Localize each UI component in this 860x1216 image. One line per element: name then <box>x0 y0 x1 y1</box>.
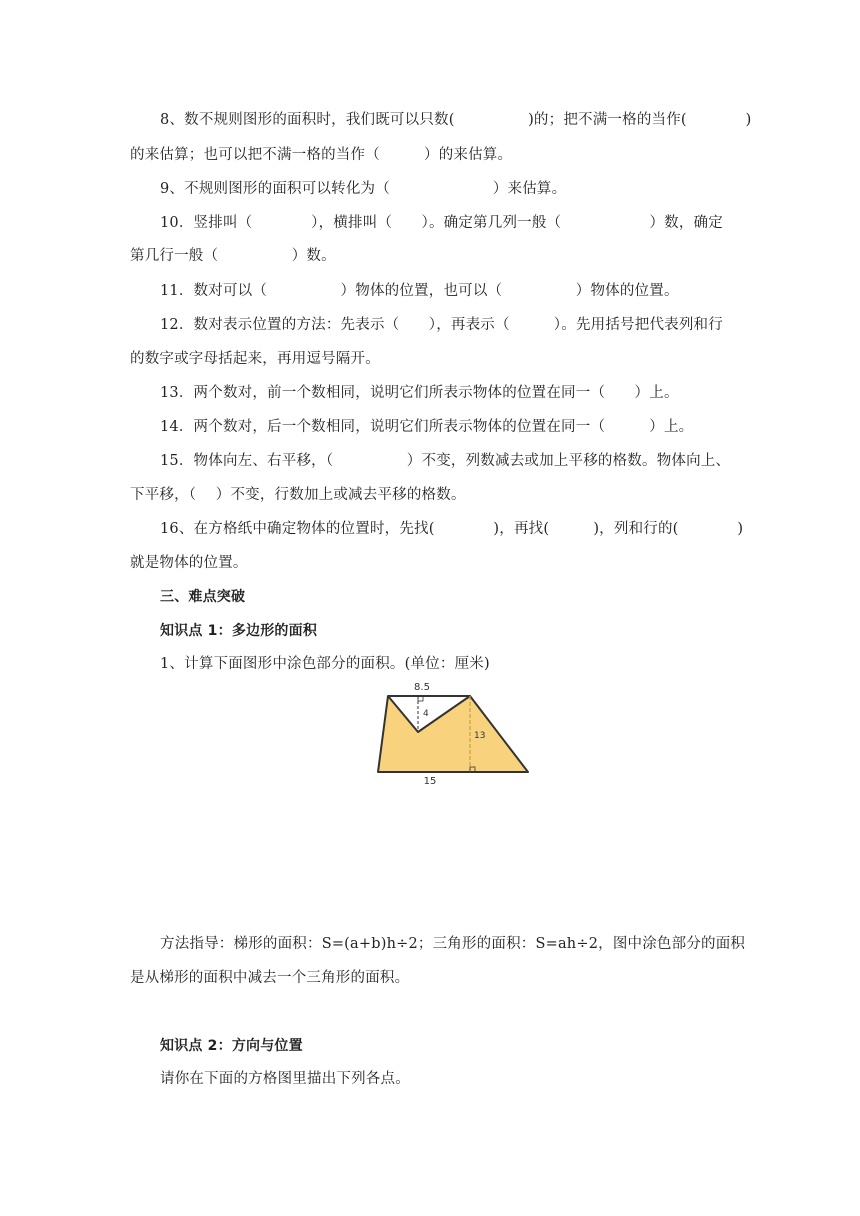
label-inner-height: 4 <box>423 709 429 719</box>
knowledge-point-2-heading: 知识点 2：方向与位置 <box>160 1038 303 1054</box>
question-14: 14．两个数对，后一个数相同，说明它们所表示物体的位置在同一（ ）上。 <box>160 419 694 435</box>
question-16-line-2: 就是物体的位置。 <box>130 555 248 571</box>
question-12-line-2: 的数字或字母括起来，再用逗号隔开。 <box>130 351 380 367</box>
knowledge-point-1-heading: 知识点 1：多边形的面积 <box>160 623 318 639</box>
section-heading: 三、难点突破 <box>160 589 246 605</box>
question-15-line-2: 下平移，（ ）不变，行数加上或减去平移的格数。 <box>130 487 466 503</box>
question-12-line-1: 12．数对表示位置的方法：先表示（ ），再表示（ ）。先用括号把代表列和行 <box>160 317 723 333</box>
method-guide-line-1: 方法指导：梯形的面积：S=(a+b)h÷2；三角形的面积：S=ah÷2，图中涂色部分的面积 <box>160 936 746 952</box>
question-16-line-1: 16、在方格纸中确定物体的位置时，先找( )，再找( )，列和行的( ) <box>160 521 744 537</box>
polygon-figure-svg <box>370 676 540 788</box>
label-top-base: 8.5 <box>414 682 430 693</box>
question-13: 13．两个数对，前一个数相同，说明它们所表示物体的位置在同一（ ）上。 <box>160 385 679 401</box>
shaded-region <box>378 696 528 772</box>
question-10-line-1: 10．竖排叫（ ），横排叫（ ）。确定第几列一般（ ）数，确定 <box>160 215 723 231</box>
task-1-instruction: 1、计算下面图形中涂色部分的面积。(单位：厘米) <box>160 656 490 672</box>
label-bottom-base: 15 <box>423 776 437 787</box>
question-15-line-1: 15．物体向左、右平移，（ ）不变，列数减去或加上平移的格数。物体向上、 <box>160 453 731 469</box>
shaded-polygon-figure <box>370 676 540 788</box>
method-guide-line-2: 是从梯形的面积中减去一个三角形的面积。 <box>130 970 410 986</box>
label-trapezoid-height: 13 <box>474 731 486 741</box>
task-2-instruction: 请你在下面的方格图里描出下列各点。 <box>160 1071 410 1087</box>
question-8-line-1: 8、数不规则图形的面积时，我们既可以只数( )的；把不满一格的当作( ) <box>160 112 752 128</box>
question-8-line-2: 的来估算；也可以把不满一格的当作（ ）的来估算。 <box>130 147 513 163</box>
question-9: 9、不规则图形的面积可以转化为（ ）来估算。 <box>160 181 567 197</box>
question-11: 11．数对可以（ ）物体的位置，也可以（ ）物体的位置。 <box>160 283 679 299</box>
question-10-line-2: 第几行一般（ ）数。 <box>130 248 336 264</box>
